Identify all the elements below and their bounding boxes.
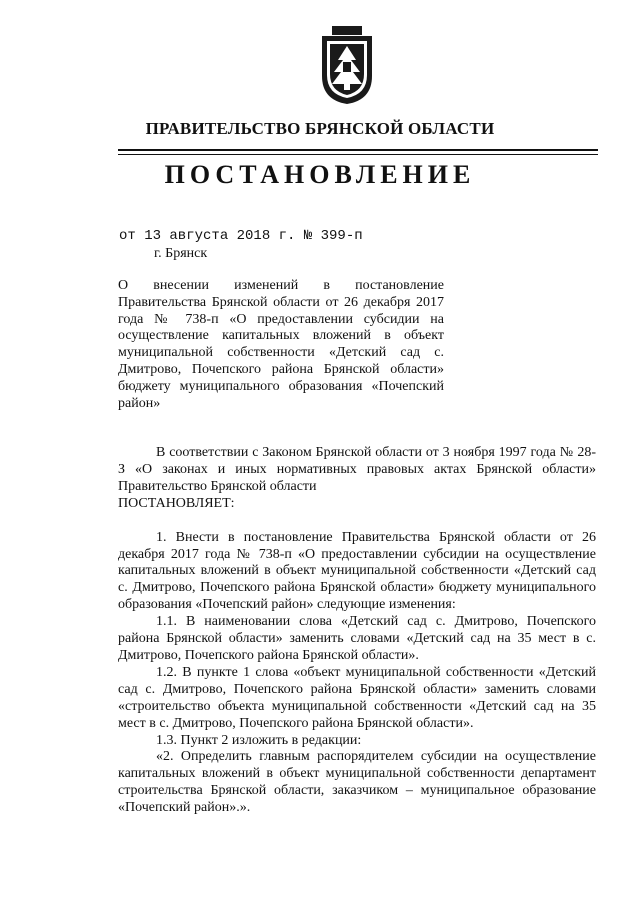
paragraph-1-1: 1.1. В наименовании слова «Детский сад с. Дмитрово, Почепского района Брянской области» заменить словами «Детский сад на 35 мест в с. Дмитрово, Почепского района Брянской области». <box>118 614 596 663</box>
organization-title: ПРАВИТЕЛЬСТВО БРЯНСКОЙ ОБЛАСТИ <box>145 119 495 138</box>
document-subject: О внесении изменений в постановление Правительства Брянской области от 26 декабря 2017 года № 738-п «О предоставлении субсидии на осуществление капитальных вложений в объект муниципальной собственности «Детский сад с. Дмитрово, Почепского района Брянской области» бюджету муниципального образования «Почепский район» <box>118 278 444 411</box>
city-line: г. Брянск <box>154 246 208 261</box>
date-number-line: от 13 августа 2018 г. № 399-п <box>119 228 363 244</box>
document-type-title: ПОСТАНОВЛЕНИЕ <box>164 160 476 189</box>
paragraph-1-3-text: «2. Определить главным распорядителем субсидии на осуществление капитальных вложений в объект муниципальной собственности департамент строительства Брянской области, заказчиком – муниципальное образование «Почепский район».». <box>118 749 596 816</box>
preamble-text: В соответствии с Законом Брянской области от 3 ноября 1997 года № 28-З «О законах и иных нормативных правовых актах Брянской области» Правительство Брянской области <box>118 445 596 494</box>
paragraph-1: 1. Внести в постановление Правительства Брянской области от 26 декабря 2017 года № 738-п «О предоставлении субсидии на осуществление капитальных вложений в объект муниципальной собственности «Детский сад с. Дмитрово, Почепского района Брянской области» бюджету муниципального образования «Почепский район» следующие изменения: <box>118 529 596 613</box>
paragraph-1-3: 1.3. Пункт 2 изложить в редакции: <box>156 732 362 748</box>
header-divider-thin <box>118 154 598 155</box>
paragraph-1-2: 1.2. В пункте 1 слова «объект муниципальной собственности «Детский сад с. Дмитрово, Почепского района Брянской области» заменить словами «строительство объекта муниципальной собственности «Детский сад на 35 мест в с. Дмитрово, Почепского района Брянской области». <box>118 664 596 731</box>
resolves-heading: ПОСТАНОВЛЯЕТ: <box>118 495 235 511</box>
document-body <box>118 445 596 817</box>
header-divider-thick <box>118 149 598 151</box>
coat-of-arms-emblem <box>318 22 376 106</box>
